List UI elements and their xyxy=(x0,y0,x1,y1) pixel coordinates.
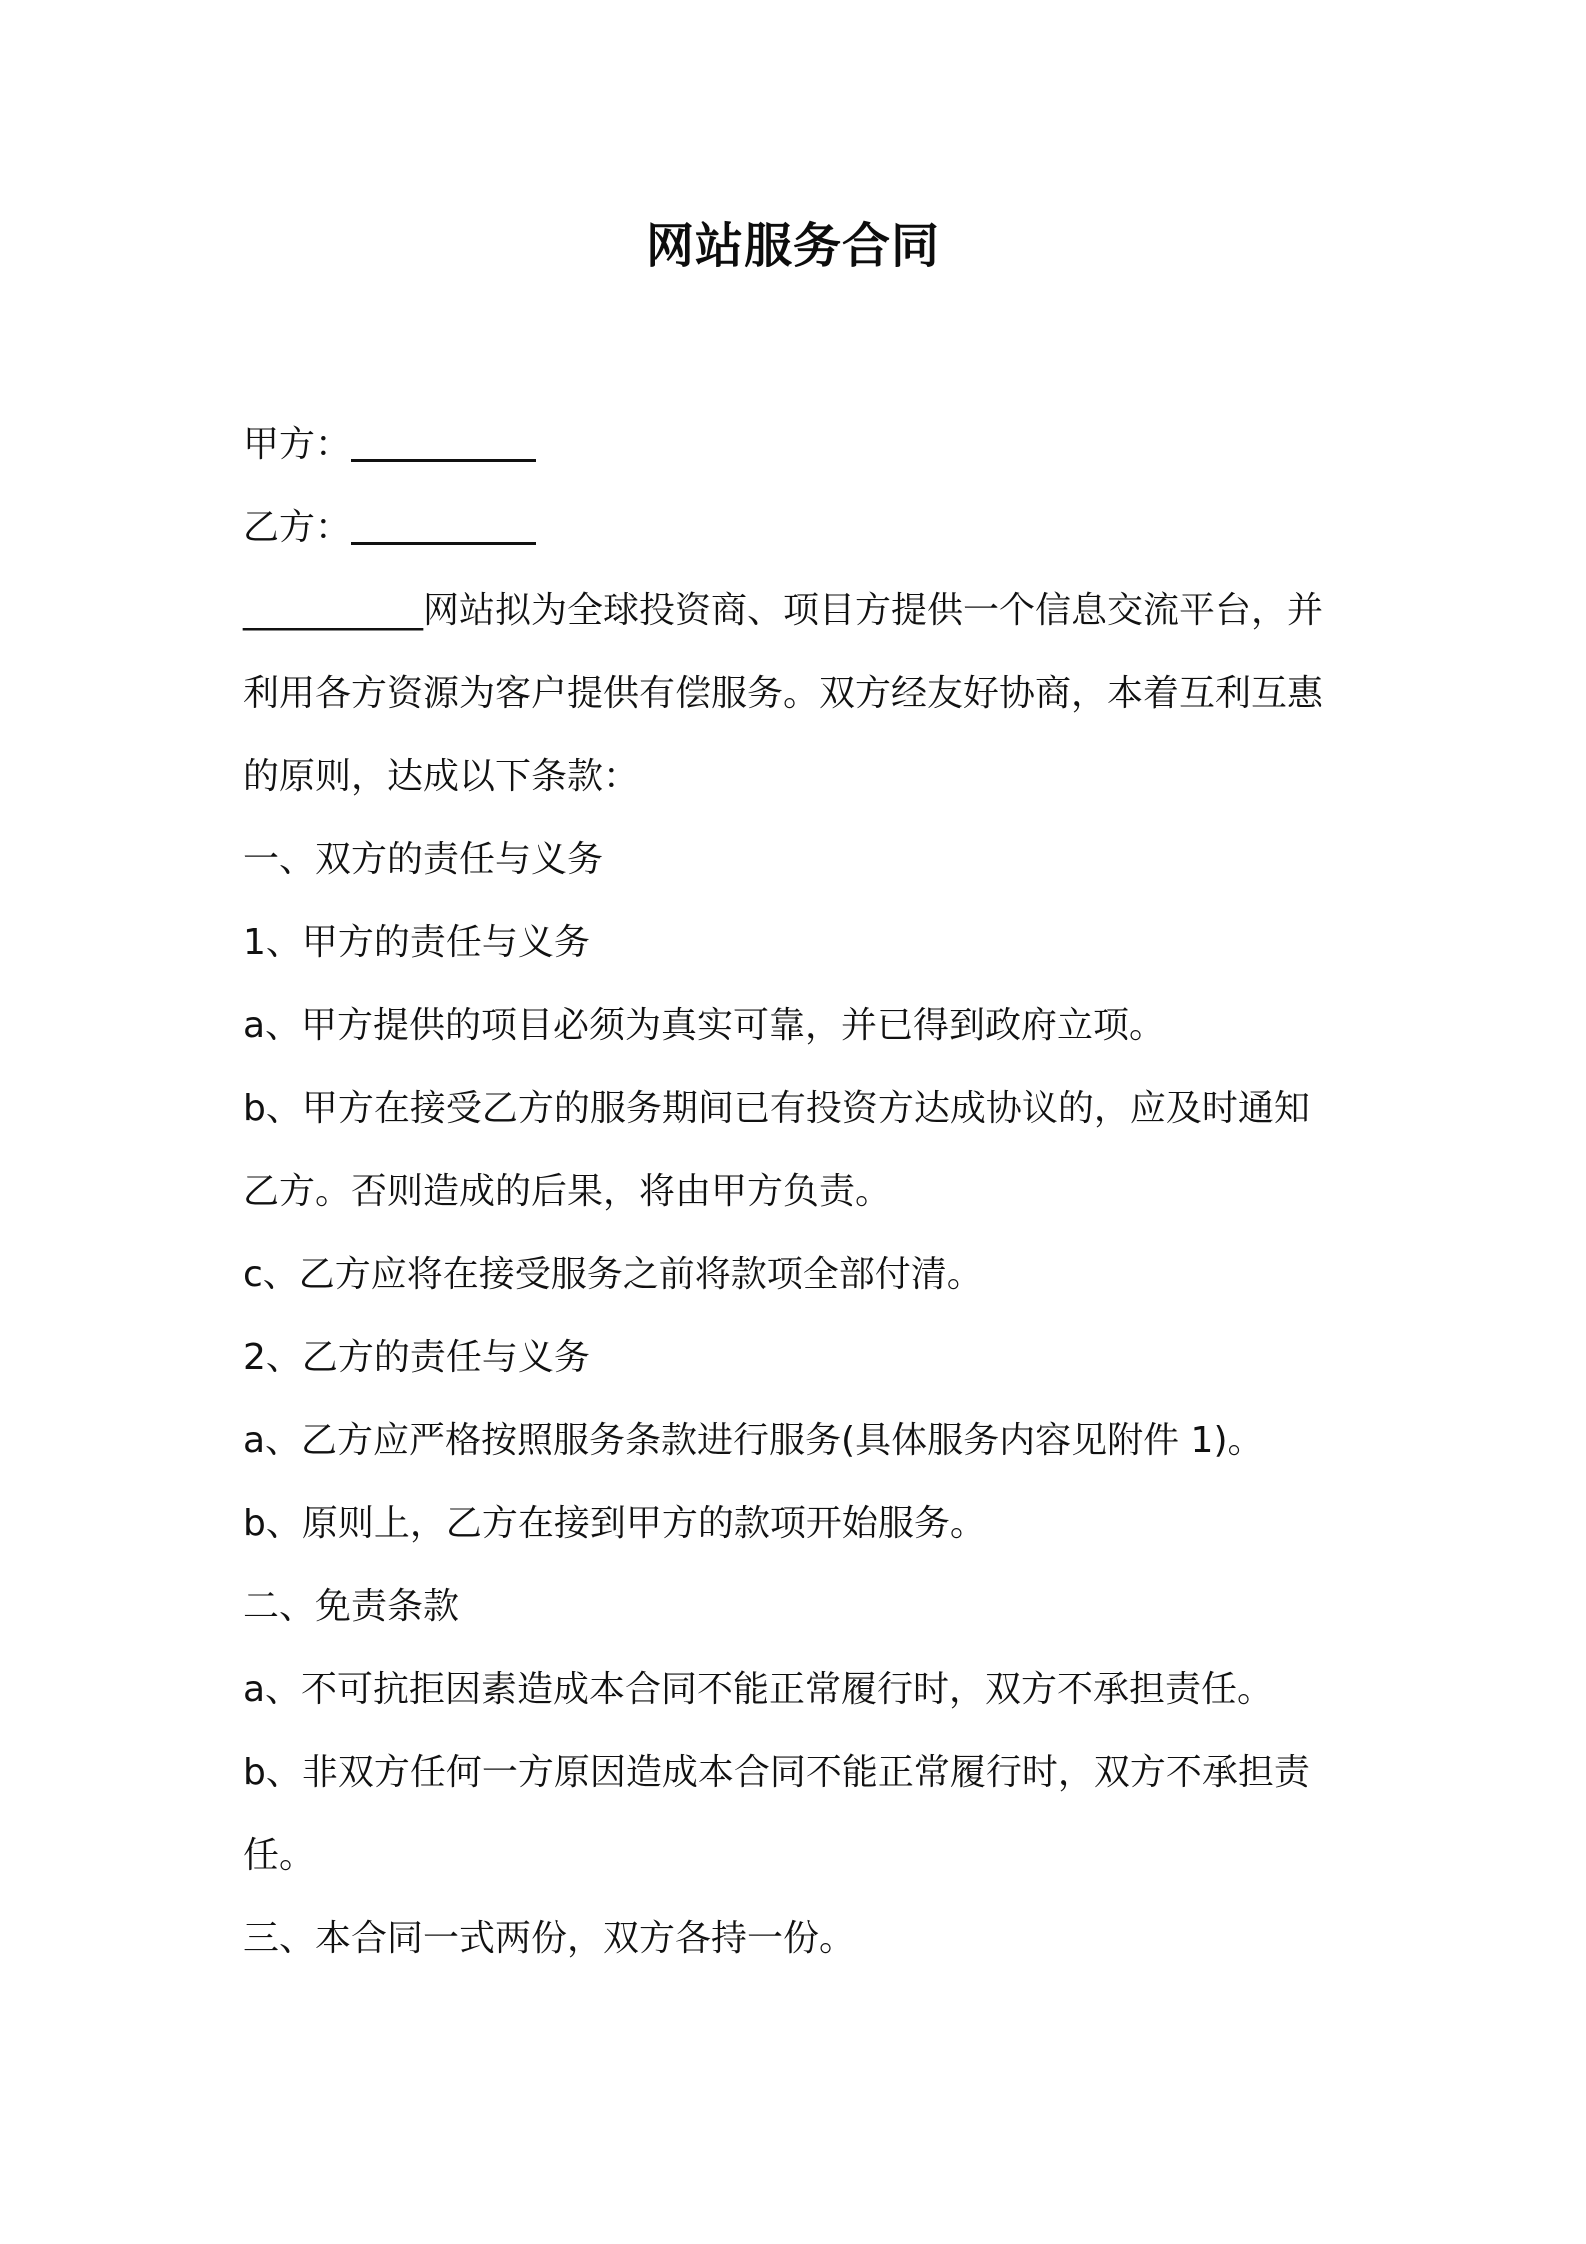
party-b-line xyxy=(243,486,1353,569)
party-a-line xyxy=(243,403,1353,486)
party-a-label: 甲方： xyxy=(243,424,352,465)
section-2-heading: 二、免责条款 xyxy=(243,1586,460,1627)
subsection-1-heading: 1、甲方的责任与义务 xyxy=(243,922,590,963)
party-b-label: 乙方： xyxy=(243,507,352,548)
intro-line-1 xyxy=(243,569,1353,652)
clause-1c: c、乙方应将在接受服务之前将款项全部付清。 xyxy=(243,1254,983,1295)
intro-blank: __________ xyxy=(243,590,423,631)
intro-line-3: 的原则，达成以下条款： xyxy=(243,756,640,797)
exemption-b-line-2: 任。 xyxy=(243,1835,316,1876)
clause-2a: a、乙方应严格按照服务条款进行服务(具体服务内容见附件 1)。 xyxy=(243,1420,1264,1461)
clause-1b-line-1: b、甲方在接受乙方的服务期间已有投资方达成协议的，应及时通知 xyxy=(243,1088,1310,1129)
party-a-blank xyxy=(351,429,536,462)
party-b-blank xyxy=(351,512,536,545)
intro-line-2: 利用各方资源为客户提供有偿服务。双方经友好协商，本着互利互惠 xyxy=(243,673,1324,714)
clause-1a: a、甲方提供的项目必须为真实可靠，并已得到政府立项。 xyxy=(243,1005,1166,1046)
section-1-heading: 一、双方的责任与义务 xyxy=(243,839,604,880)
intro-text-1: 网站拟为全球投资商、项目方提供一个信息交流平台，并 xyxy=(423,590,1324,631)
exemption-a: a、不可抗拒因素造成本合同不能正常履行时，双方不承担责任。 xyxy=(243,1669,1274,1710)
document-body xyxy=(243,403,1353,1980)
subsection-2-heading: 2、乙方的责任与义务 xyxy=(243,1337,590,1378)
section-3: 三、本合同一式两份，双方各持一份。 xyxy=(243,1918,856,1959)
clause-1b-line-2: 乙方。否则造成的后果，将由甲方负责。 xyxy=(243,1171,892,1212)
exemption-b-line-1: b、非双方任何一方原因造成本合同不能正常履行时，双方不承担责 xyxy=(243,1752,1310,1793)
document-title: 网站服务合同 xyxy=(645,218,940,274)
clause-2b: b、原则上，乙方在接到甲方的款项开始服务。 xyxy=(243,1503,986,1544)
